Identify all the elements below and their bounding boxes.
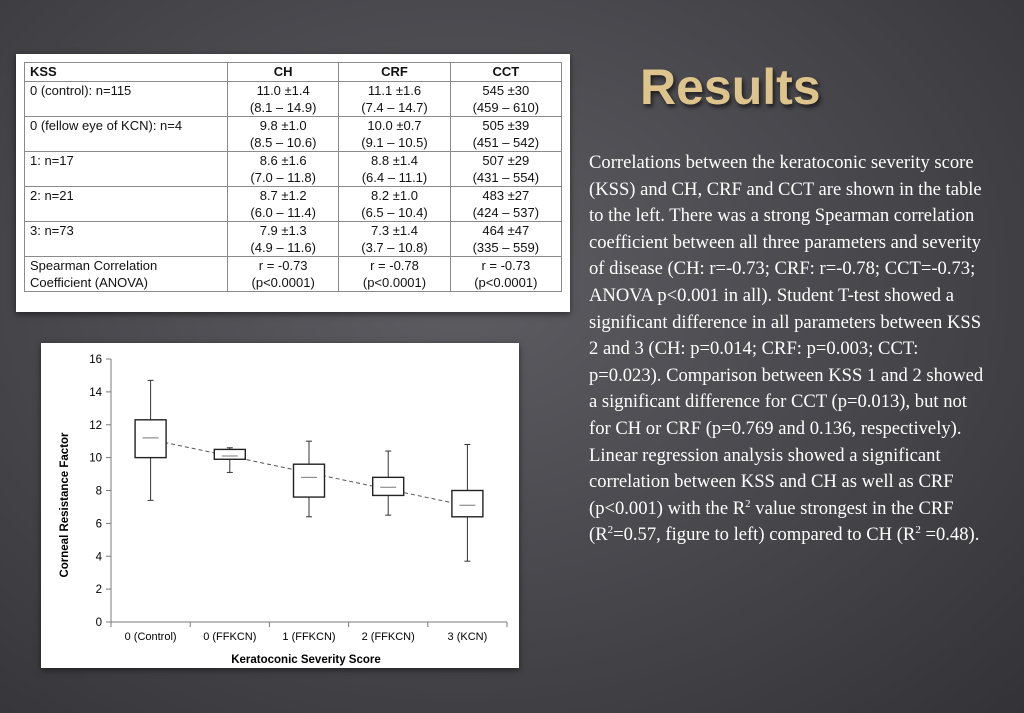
cct-cell bbox=[450, 82, 561, 117]
crf-range: (6.4 – 11.1) bbox=[361, 170, 428, 185]
x-tick-label: 1 (FFKCN) bbox=[282, 631, 336, 643]
box bbox=[452, 491, 483, 517]
y-tick-label: 8 bbox=[95, 485, 102, 498]
cct-range: (424 – 537) bbox=[472, 205, 540, 220]
text-run: =0.57, figure to left) compared to CH (R bbox=[613, 524, 916, 546]
cct-cell bbox=[450, 222, 561, 257]
superscript: 2 bbox=[607, 524, 614, 537]
ch-value: 11.0 ±1.4 bbox=[256, 83, 310, 98]
cct-cell bbox=[450, 152, 561, 187]
ch-value: 7.9 ±1.3 bbox=[259, 223, 307, 238]
x-tick-label: 2 (FFKCN) bbox=[361, 631, 415, 643]
kss-cell: 3: n=73 bbox=[25, 222, 228, 257]
results-table bbox=[24, 62, 562, 292]
cct-value: 507 ±29 bbox=[482, 153, 530, 168]
superscript: 2 bbox=[745, 497, 751, 510]
crf-cell bbox=[339, 222, 450, 257]
crf-cell bbox=[339, 82, 450, 117]
table-row bbox=[25, 152, 562, 187]
text-run: Correlations between the keratoconic severity score (KSS) and CH, CRF and CCT are shown in the table to the left. There was a strong Spearman correlation coefficient between all three parameters and severity of disease (CH: r=-0.73; CRF: r=-0.78; CCT=-0.73; ANOVA p<0.001 in all). Student T-test showed a significant difference in all parameters between KSS 2 and 3 (CH: p=0.014; CRF: p=0.003; CCT: p=0.023). Comparison between KSS 1 and 2 showed a significant difference for CCT (p=0.013), but not for CH or CRF (p=0.769 and 0.136, respectively). Linear regression analysis showed a significant correlation between KSS and CH as well as CRF (p<0.001) with the R bbox=[589, 152, 984, 519]
crf-value: 8.2 ±1.0 bbox=[371, 188, 418, 203]
crf-cell bbox=[339, 187, 450, 222]
kss-label-line: Spearman Correlation bbox=[30, 258, 158, 273]
x-tick-label: 0 (Control) bbox=[124, 631, 177, 643]
header-crf: CRF bbox=[339, 63, 450, 82]
y-axis-label: Corneal Resistance Factor bbox=[59, 432, 71, 578]
cct-value: r = -0.73 bbox=[481, 258, 531, 273]
y-tick-label: 2 bbox=[95, 584, 102, 597]
cct-value: 505 ±39 bbox=[482, 118, 530, 133]
box bbox=[214, 449, 245, 459]
kss-cell: 0 (fellow eye of KCN): n=4 bbox=[25, 117, 228, 152]
table-row bbox=[25, 257, 562, 292]
ch-cell bbox=[228, 82, 339, 117]
table-row bbox=[25, 222, 562, 257]
ch-value: 8.6 ±1.6 bbox=[259, 153, 307, 168]
box-plot-chart bbox=[41, 343, 519, 668]
superscript: 2 bbox=[915, 524, 921, 537]
ch-cell bbox=[228, 187, 339, 222]
crf-value: 10.0 ±0.7 bbox=[367, 118, 422, 133]
crf-cell bbox=[339, 257, 450, 292]
cct-value: 545 ±30 bbox=[482, 83, 530, 98]
kss-cell bbox=[25, 257, 228, 292]
crf-range: (p<0.0001) bbox=[362, 275, 427, 290]
y-tick-label: 6 bbox=[95, 518, 102, 531]
table-row bbox=[25, 187, 562, 222]
ch-range: (p<0.0001) bbox=[251, 275, 315, 290]
crf-cell bbox=[339, 152, 450, 187]
text-run: value strongest in the CRF (R bbox=[589, 497, 954, 546]
x-tick-label: 0 (FFKCN) bbox=[203, 631, 257, 643]
crf-value: r = -0.78 bbox=[370, 258, 419, 273]
y-tick-label: 10 bbox=[89, 452, 102, 465]
cct-range: (335 – 559) bbox=[472, 240, 540, 255]
crf-range: (7.4 – 14.7) bbox=[361, 100, 428, 115]
crf-range: (6.5 – 10.4) bbox=[361, 205, 428, 220]
box bbox=[294, 464, 325, 497]
ch-cell bbox=[228, 117, 339, 152]
crf-value: 11.1 ±1.6 bbox=[367, 83, 422, 98]
cct-range: (431 – 554) bbox=[472, 170, 540, 185]
header-kss: KSS bbox=[25, 63, 228, 82]
ch-value: 9.8 ±1.0 bbox=[259, 118, 307, 133]
kss-cell: 2: n=21 bbox=[25, 187, 228, 222]
y-tick-label: 4 bbox=[95, 551, 102, 564]
box bbox=[373, 477, 404, 495]
results-paragraph bbox=[589, 150, 989, 549]
slide-title: Results bbox=[640, 59, 821, 115]
ch-range: (7.0 – 11.8) bbox=[250, 170, 316, 185]
ch-range: (8.1 – 14.9) bbox=[249, 100, 317, 115]
ch-range: (8.5 – 10.6) bbox=[249, 135, 317, 150]
ch-range: (4.9 – 11.6) bbox=[250, 240, 316, 255]
crf-cell bbox=[339, 117, 450, 152]
crf-range: (3.7 – 10.8) bbox=[361, 240, 428, 255]
cct-range: (451 – 542) bbox=[472, 135, 540, 150]
ch-value: 8.7 ±1.2 bbox=[259, 188, 307, 203]
cct-cell bbox=[450, 117, 561, 152]
ch-cell bbox=[228, 152, 339, 187]
cct-range: (459 – 610) bbox=[472, 100, 540, 115]
table-row bbox=[25, 117, 562, 152]
kss-cell: 1: n=17 bbox=[25, 152, 228, 187]
y-tick-label: 16 bbox=[89, 354, 102, 366]
cct-value: 483 ±27 bbox=[482, 188, 530, 203]
cct-cell bbox=[450, 187, 561, 222]
crf-value: 8.8 ±1.4 bbox=[371, 153, 418, 168]
ch-cell bbox=[228, 222, 339, 257]
cct-cell bbox=[450, 257, 561, 292]
x-tick-label: 3 (KCN) bbox=[447, 631, 488, 643]
table-row bbox=[25, 82, 562, 117]
cct-range: (p<0.0001) bbox=[474, 275, 538, 290]
box bbox=[135, 420, 166, 458]
x-axis-label: Keratoconic Severity Score bbox=[231, 654, 381, 666]
kss-label-line: Coefficient (ANOVA) bbox=[30, 275, 149, 290]
y-tick-label: 12 bbox=[89, 419, 102, 432]
ch-value: r = -0.73 bbox=[258, 258, 308, 273]
crf-range: (9.1 – 10.5) bbox=[361, 135, 428, 150]
y-tick-label: 0 bbox=[95, 617, 102, 629]
text-run: =0.48). bbox=[920, 524, 980, 546]
kss-cell: 0 (control): n=115 bbox=[25, 82, 228, 117]
table-header-row bbox=[25, 63, 562, 82]
cct-value: 464 ±47 bbox=[482, 223, 530, 238]
crf-value: 7.3 ±1.4 bbox=[371, 223, 418, 238]
header-ch: CH bbox=[228, 63, 339, 82]
ch-cell bbox=[228, 257, 339, 292]
chart-panel bbox=[41, 343, 519, 668]
header-cct: CCT bbox=[450, 63, 561, 82]
results-table-panel bbox=[16, 54, 570, 312]
y-tick-label: 14 bbox=[89, 386, 102, 399]
ch-range: (6.0 – 11.4) bbox=[250, 205, 316, 220]
